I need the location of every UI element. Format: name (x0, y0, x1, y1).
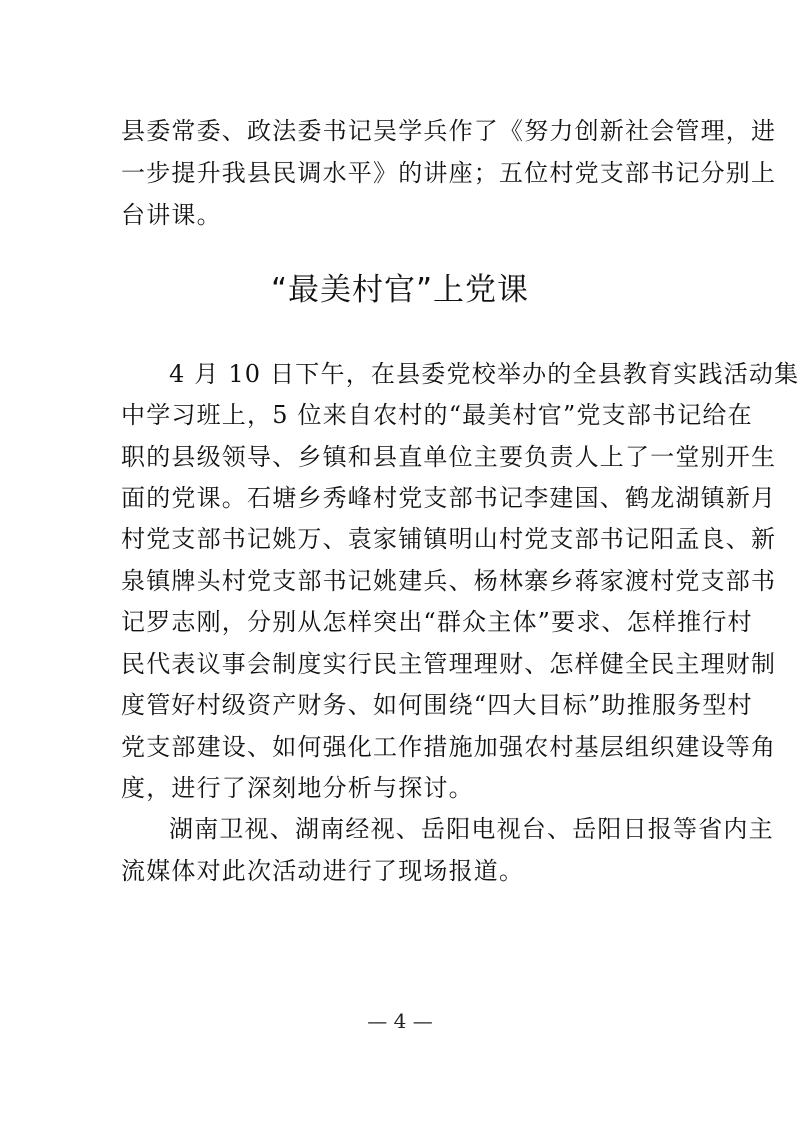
closing-line-1: 湖南卫视、湖南经视、岳阳电视台、岳阳日报等省内主 (169, 815, 774, 843)
main-line-7: 记罗志刚，分别从怎样突出“群众主体”要求、怎样推行村 (121, 608, 753, 636)
main-line-11: 度，进行了深刻地分析与探讨。 (121, 774, 474, 802)
main-line-4: 面的党课。石塘乡秀峰村党支部书记李建国、鹤龙湖镇新月 (121, 484, 777, 512)
main-line-6: 泉镇牌头村党支部书记姚建兵、杨林寨乡蒋家渡村党支部书 (121, 567, 777, 595)
page-number: — 4 — (367, 1009, 433, 1033)
main-line-2: 中学习班上，5 位来自农村的“最美村官”党支部书记给在 (121, 401, 753, 429)
main-line-1: 4 月 10 日下午，在县委党校举办的全县教育实践活动集 (169, 360, 800, 388)
main-line-5: 村党支部书记姚万、袁家铺镇明山村党支部书记阳孟良、新 (121, 525, 777, 553)
main-line-10: 党支部建设、如何强化工作措施加强农村基层组织建设等角 (121, 733, 777, 761)
intro-line-1: 县委常委、政法委书记吴学兵作了《努力创新社会管理，进 (121, 117, 777, 145)
intro-line-2: 一步提升我县民调水平》的讲座；五位村党支部书记分别上 (121, 159, 777, 187)
intro-line-3: 台讲课。 (121, 201, 222, 229)
section-title: “最美村官”上党课 (270, 272, 530, 308)
closing-line-2: 流媒体对此次活动进行了现场报道。 (121, 857, 525, 885)
main-line-3: 职的县级领导、乡镇和县直单位主要负责人上了一堂别开生 (121, 443, 777, 471)
main-line-8: 民代表议事会制度实行民主管理理财、怎样健全民主理财制 (121, 650, 777, 678)
main-line-9: 度管好村级资产财务、如何围绕“四大目标”助推服务型村 (121, 691, 753, 719)
